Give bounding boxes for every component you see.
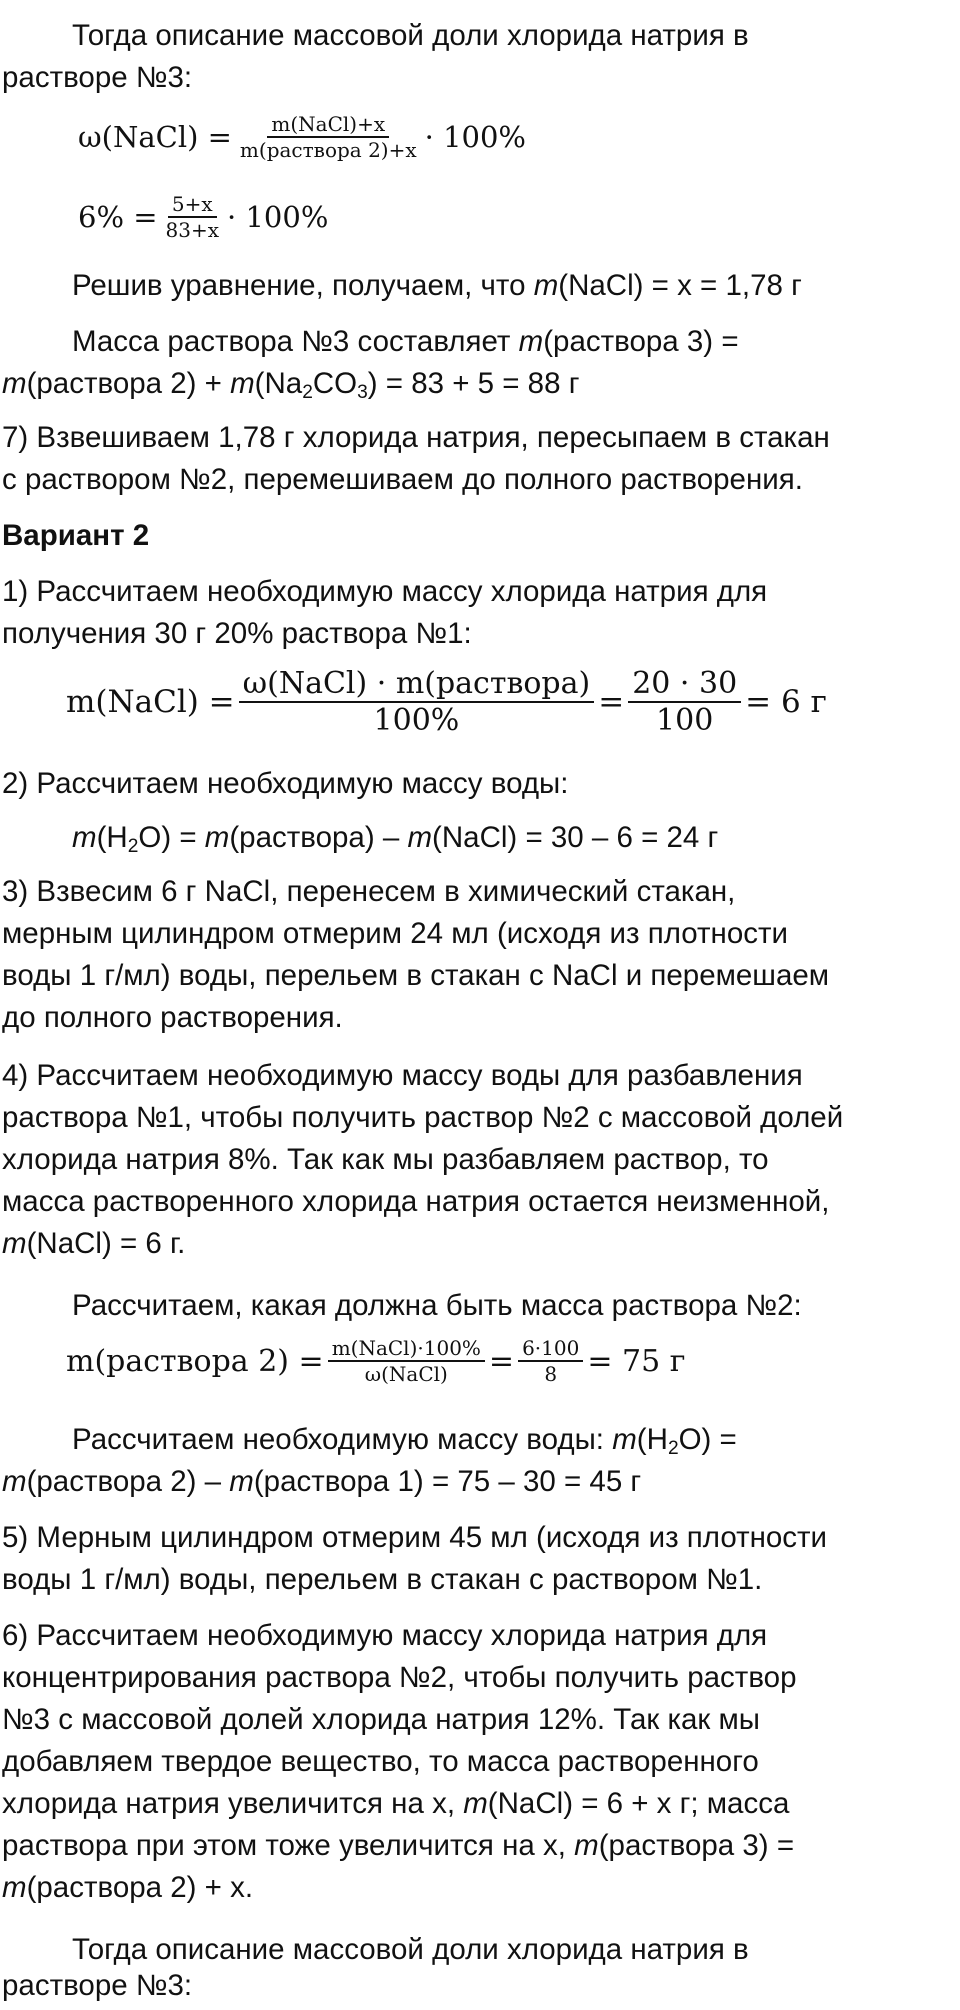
paragraph-line: Тогда описание массовой доли хлорида натрия в bbox=[72, 19, 749, 52]
paragraph-line: хлорида натрия 8%. Так как мы разбавляем раствор, то bbox=[2, 1143, 769, 1176]
paragraph-line: растворе №3: bbox=[2, 61, 193, 94]
formula-solution-mass bbox=[66, 1336, 685, 1386]
paragraph-line: воды 1 г/мл) воды, перельем в стакан с раствором №1. bbox=[2, 1563, 763, 1596]
fraction-numerator: 6·100 bbox=[518, 1336, 583, 1362]
paragraph-line: 3) Взвесим 6 г NaCl, перенесем в химический стакан, bbox=[2, 875, 736, 908]
fraction-denominator: 100 bbox=[656, 703, 714, 738]
fraction bbox=[518, 1336, 583, 1386]
paragraph-line: получения 30 г 20% раствора №1: bbox=[2, 617, 472, 650]
paragraph-line: добавляем твердое вещество, то масса растворенного bbox=[2, 1745, 759, 1778]
paragraph-line: m(раствора 2) – m(раствора 1) = 75 – 30 = 45 г bbox=[2, 1465, 642, 1498]
formula-equals: = bbox=[488, 1343, 515, 1379]
formula-equation bbox=[78, 192, 328, 242]
formula-rhs: = 6 г bbox=[745, 684, 827, 720]
paragraph-line: раствора №1, чтобы получить раствор №2 с массовой долей bbox=[2, 1101, 844, 1134]
paragraph-line: 7) Взвешиваем 1,78 г хлорида натрия, пересыпаем в стакан bbox=[2, 421, 830, 454]
formula-lhs: m(NaCl) = bbox=[66, 684, 235, 720]
fraction bbox=[162, 192, 224, 242]
fraction-denominator: m(раствора 2)+x bbox=[239, 138, 417, 162]
paragraph-line: 6) Рассчитаем необходимую массу хлорида натрия для bbox=[2, 1619, 768, 1652]
fraction-numerator: m(NaCl)·100% bbox=[328, 1336, 485, 1362]
fraction-denominator: ω(NaCl) bbox=[364, 1362, 448, 1386]
paragraph-line: m(NaCl) = 6 г. bbox=[2, 1227, 186, 1260]
paragraph-line: Рассчитаем, какая должна быть масса раствора №2: bbox=[72, 1289, 802, 1322]
paragraph-line: раствора при этом тоже увеличится на x, m(раствора 3) = bbox=[2, 1829, 795, 1862]
paragraph-line: масса растворенного хлорида натрия остается неизменной, bbox=[2, 1185, 830, 1218]
paragraph-line: 2) Рассчитаем необходимую массу воды: bbox=[2, 767, 569, 800]
formula-lhs: 6% = bbox=[78, 200, 158, 234]
fraction-numerator: ω(NaCl) · m(раствора) bbox=[239, 666, 595, 703]
paragraph-line: воды 1 г/мл) воды, перельем в стакан с NaCl и перемешаем bbox=[2, 959, 830, 992]
formula-rhs: = 75 г bbox=[587, 1343, 686, 1379]
fraction-numerator: 20 · 30 bbox=[628, 666, 741, 703]
paragraph-line: концентрирования раствора №2, чтобы получить раствор bbox=[2, 1661, 797, 1694]
fraction-denominator: 100% bbox=[373, 703, 460, 738]
paragraph-line: 1) Рассчитаем необходимую массу хлорида натрия для bbox=[2, 575, 768, 608]
paragraph-line: Масса раствора №3 составляет m(раствора 3) = bbox=[72, 325, 739, 358]
fraction bbox=[628, 666, 741, 738]
formula-lhs: ω(NaCl) = bbox=[78, 120, 232, 154]
formula-rhs: · 100% bbox=[424, 120, 526, 154]
paragraph-line: мерным цилиндром отмерим 24 мл (исходя из плотности bbox=[2, 917, 788, 950]
formula-lhs: m(раствора 2) = bbox=[66, 1343, 324, 1379]
paragraph-line: m(раствора 2) + x. bbox=[2, 1871, 254, 1904]
formula-mass-fraction bbox=[78, 112, 526, 162]
paragraph-line: хлорида натрия увеличится на x, m(NaCl) = 6 + x г; масса bbox=[2, 1787, 790, 1820]
fraction bbox=[236, 112, 421, 162]
paragraph-line: Решив уравнение, получаем, что m(NaCl) = x = 1,78 г bbox=[72, 269, 802, 302]
formula-equals: = bbox=[598, 684, 625, 720]
paragraph-line: m(раствора $2) + m(Na_2CO_3) = 83 + 5 = 88$ г bbox=[2, 367, 580, 403]
fraction bbox=[328, 1336, 485, 1386]
fraction-denominator: 83+x bbox=[165, 218, 220, 242]
formula-rhs: · 100% bbox=[227, 200, 329, 234]
paragraph-line: 4) Рассчитаем необходимую массу воды для разбавления bbox=[2, 1059, 803, 1092]
paragraph-line: с раствором №2, перемешиваем до полного растворения. bbox=[2, 463, 803, 496]
paragraph-line: Тогда описание массовой доли хлорида натрия в bbox=[72, 1933, 749, 1966]
paragraph-line: растворе №3: bbox=[2, 1969, 193, 2002]
paragraph-line: Рассчитаем необходимую массу воды: $m(H_2O)$ = bbox=[72, 1423, 737, 1459]
fraction-denominator: 8 bbox=[544, 1362, 558, 1386]
fraction bbox=[239, 666, 595, 738]
formula-nacl-mass bbox=[66, 666, 827, 738]
fraction-numerator: 5+x bbox=[168, 192, 217, 218]
paragraph-line: №3 с массовой долей хлорида натрия 12%. Так как мы bbox=[2, 1703, 761, 1736]
paragraph-line: до полного растворения. bbox=[2, 1001, 343, 1034]
section-heading: Вариант 2 bbox=[2, 519, 150, 552]
paragraph-line: $m(H_2O)$ = m(раствора) – m(NaCl) = 30 – 6 = 24 г bbox=[72, 821, 719, 857]
paragraph-line: 5) Мерным цилиндром отмерим 45 мл (исходя из плотности bbox=[2, 1521, 828, 1554]
fraction-numerator: m(NaCl)+x bbox=[267, 112, 389, 138]
